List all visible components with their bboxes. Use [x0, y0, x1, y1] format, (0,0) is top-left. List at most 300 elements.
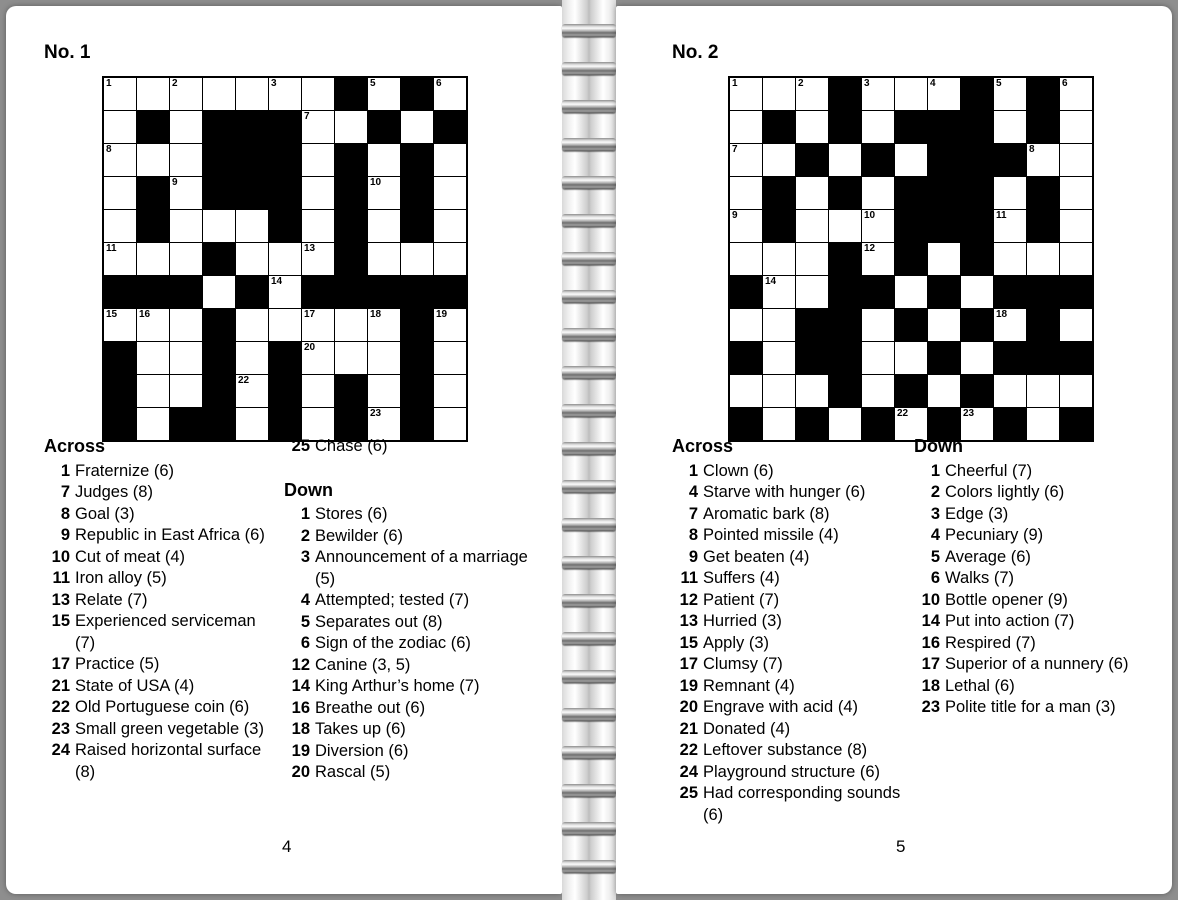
clue-text: Separates out (8) — [315, 612, 443, 631]
grid-cell[interactable] — [302, 243, 334, 275]
grid-cell[interactable] — [928, 375, 960, 407]
grid-block — [269, 210, 301, 242]
spiral-ring — [562, 24, 616, 37]
cell-number: 20 — [304, 342, 316, 353]
grid-cell[interactable] — [170, 111, 202, 143]
crossword-grid-left[interactable] — [102, 76, 468, 442]
grid-block — [928, 177, 960, 209]
clue-item — [44, 697, 274, 719]
grid-cell[interactable] — [1060, 309, 1092, 341]
grid-cell[interactable] — [796, 276, 828, 308]
grid-cell[interactable] — [104, 210, 136, 242]
cell-number: 18 — [996, 309, 1008, 320]
left-down-column — [284, 436, 534, 784]
grid-block — [829, 276, 861, 308]
clue-text: Put into action (7) — [945, 612, 1075, 630]
clue-text: Hurried (3) — [703, 612, 782, 630]
grid-cell[interactable] — [434, 309, 466, 341]
clue-number: 12 — [679, 590, 698, 609]
grid-block — [137, 210, 169, 242]
grid-block — [961, 111, 993, 143]
grid-cell[interactable] — [137, 309, 169, 341]
grid-cell[interactable] — [994, 111, 1026, 143]
spiral-ring — [562, 328, 616, 341]
grid-cell[interactable] — [236, 78, 268, 110]
clue-item — [672, 654, 912, 676]
grid-cell[interactable] — [862, 342, 894, 374]
grid-cell[interactable] — [170, 210, 202, 242]
grid-cell[interactable] — [796, 243, 828, 275]
grid-cell[interactable] — [730, 144, 762, 176]
grid-cell[interactable] — [862, 78, 894, 110]
spiral-ring — [562, 404, 616, 417]
grid-block — [335, 375, 367, 407]
grid-cell[interactable] — [862, 243, 894, 275]
grid-cell[interactable] — [1060, 111, 1092, 143]
clue-text: Experienced serviceman (7) — [75, 612, 256, 652]
grid-block — [269, 177, 301, 209]
left-puzzle-title: No. 1 — [44, 42, 91, 63]
clue-number: 20 — [291, 763, 310, 781]
clue-item — [284, 590, 534, 612]
grid-block — [335, 243, 367, 275]
clue-text: Donated (4) — [703, 719, 791, 738]
grid-cell[interactable] — [269, 78, 301, 110]
grid-block — [763, 210, 795, 242]
clue-item — [914, 676, 1164, 698]
grid-cell[interactable] — [401, 111, 433, 143]
clue-number: 17 — [51, 655, 70, 673]
grid-cell[interactable] — [401, 243, 433, 275]
cell-number: 10 — [864, 210, 876, 221]
clue-text: Old Portuguese coin (6) — [75, 698, 250, 716]
clue-item — [672, 568, 912, 590]
grid-block — [104, 276, 136, 308]
clue-text: Attempted; tested (7) — [315, 591, 470, 609]
grid-block — [1060, 276, 1092, 308]
grid-cell[interactable] — [434, 177, 466, 209]
clue-number: 7 — [688, 504, 698, 523]
spiral-ring — [562, 214, 616, 227]
grid-cell[interactable] — [829, 210, 861, 242]
grid-cell[interactable] — [1060, 177, 1092, 209]
clue-number: 18 — [921, 676, 940, 695]
spiral-ring — [562, 252, 616, 265]
grid-cell[interactable] — [1027, 375, 1059, 407]
grid-cell[interactable] — [236, 210, 268, 242]
grid-block — [203, 375, 235, 407]
grid-block — [763, 177, 795, 209]
clue-text: Aromatic bark (8) — [703, 504, 830, 523]
cell-number: 11 — [106, 243, 117, 254]
grid-cell[interactable] — [203, 210, 235, 242]
clue-text: Get beaten (4) — [703, 547, 810, 566]
clue-item — [284, 676, 534, 698]
grid-block — [137, 177, 169, 209]
grid-cell[interactable] — [170, 243, 202, 275]
grid-cell[interactable] — [895, 144, 927, 176]
cell-number: 4 — [930, 78, 936, 89]
grid-cell[interactable] — [368, 309, 400, 341]
grid-cell[interactable] — [1060, 78, 1092, 110]
grid-cell[interactable] — [961, 342, 993, 374]
grid-cell[interactable] — [170, 144, 202, 176]
grid-cell[interactable] — [730, 309, 762, 341]
grid-cell[interactable] — [730, 111, 762, 143]
grid-block — [829, 111, 861, 143]
grid-cell[interactable] — [928, 243, 960, 275]
grid-cell[interactable] — [928, 309, 960, 341]
grid-block — [1027, 210, 1059, 242]
clue-item — [44, 525, 274, 547]
across-heading-right: Across — [672, 436, 734, 456]
clue-text: Judges (8) — [75, 483, 153, 501]
clue-item — [44, 611, 274, 654]
grid-cell[interactable] — [730, 78, 762, 110]
spiral-ring — [562, 518, 616, 531]
grid-block — [236, 177, 268, 209]
grid-cell[interactable] — [763, 342, 795, 374]
grid-cell[interactable] — [203, 78, 235, 110]
grid-cell[interactable] — [763, 309, 795, 341]
clue-number: 13 — [51, 590, 70, 609]
grid-cell[interactable] — [994, 309, 1026, 341]
grid-cell[interactable] — [170, 78, 202, 110]
clue-text: Superior of a nunnery (6) — [945, 655, 1129, 673]
grid-cell[interactable] — [236, 375, 268, 407]
clue-item — [672, 697, 912, 719]
clue-text: Colors lightly (6) — [945, 483, 1065, 501]
grid-cell[interactable] — [137, 78, 169, 110]
grid-cell[interactable] — [302, 177, 334, 209]
grid-cell[interactable] — [763, 276, 795, 308]
grid-cell[interactable] — [170, 375, 202, 407]
column-spacer — [284, 458, 534, 480]
across-clue-list-left — [44, 461, 274, 784]
clue-item — [284, 633, 534, 655]
grid-block — [236, 111, 268, 143]
clue-number: 21 — [51, 676, 70, 695]
spiral-ring — [562, 480, 616, 493]
grid-block — [829, 177, 861, 209]
grid-cell[interactable] — [994, 210, 1026, 242]
grid-cell[interactable] — [1060, 210, 1092, 242]
grid-block — [1027, 177, 1059, 209]
grid-cell[interactable] — [302, 111, 334, 143]
clue-number: 4 — [300, 591, 310, 609]
grid-cell[interactable] — [763, 144, 795, 176]
clue-text: Walks (7) — [945, 569, 1015, 587]
clue-number: 1 — [688, 461, 698, 480]
clue-text: Cut of meat (4) — [75, 547, 186, 566]
grid-cell[interactable] — [137, 342, 169, 374]
grid-cell[interactable] — [796, 177, 828, 209]
grid-cell[interactable] — [368, 78, 400, 110]
grid-cell[interactable] — [335, 111, 367, 143]
grid-block — [1060, 342, 1092, 374]
grid-cell[interactable] — [368, 210, 400, 242]
spiral-ring — [562, 62, 616, 75]
grid-cell[interactable] — [796, 375, 828, 407]
clue-number: 9 — [60, 526, 70, 544]
clue-item — [284, 526, 534, 548]
clue-item — [914, 547, 1164, 569]
grid-cell[interactable] — [862, 210, 894, 242]
cell-number: 22 — [238, 375, 250, 386]
clue-item — [284, 762, 534, 784]
clue-text: Edge (3) — [945, 504, 1009, 523]
clue-number: 6 — [300, 634, 310, 652]
grid-block — [335, 276, 367, 308]
page-number-right: 5 — [896, 837, 906, 856]
grid-cell[interactable] — [1060, 375, 1092, 407]
clue-number: 3 — [300, 548, 310, 566]
grid-cell[interactable] — [763, 78, 795, 110]
grid-block — [829, 243, 861, 275]
grid-cell[interactable] — [1060, 243, 1092, 275]
grid-block — [1027, 78, 1059, 110]
clue-item — [672, 482, 912, 504]
grid-block — [895, 309, 927, 341]
grid-block — [829, 309, 861, 341]
grid-cell[interactable] — [895, 78, 927, 110]
grid-cell[interactable] — [994, 78, 1026, 110]
grid-cell[interactable] — [434, 144, 466, 176]
spiral-ring — [562, 860, 616, 873]
grid-cell[interactable] — [368, 144, 400, 176]
grid-cell[interactable] — [104, 111, 136, 143]
grid-block — [203, 243, 235, 275]
clue-number: 3 — [930, 504, 940, 523]
grid-cell[interactable] — [170, 342, 202, 374]
clue-text: Polite title for a man (3) — [945, 698, 1116, 716]
grid-cell[interactable] — [104, 177, 136, 209]
cell-number: 1 — [106, 78, 112, 89]
grid-cell[interactable] — [928, 78, 960, 110]
grid-cell[interactable] — [434, 243, 466, 275]
grid-block — [1027, 276, 1059, 308]
grid-cell[interactable] — [269, 309, 301, 341]
grid-cell[interactable] — [302, 78, 334, 110]
grid-cell[interactable] — [763, 243, 795, 275]
clue-text: Playground structure (6) — [703, 762, 880, 781]
grid-cell[interactable] — [994, 243, 1026, 275]
clue-text: Lethal (6) — [945, 676, 1015, 695]
grid-cell[interactable] — [104, 78, 136, 110]
clue-item — [284, 741, 534, 763]
spiral-ring — [562, 176, 616, 189]
cell-number: 6 — [1062, 78, 1068, 89]
clue-text: Chase (6) — [315, 437, 388, 455]
grid-cell[interactable] — [730, 210, 762, 242]
clue-number: 17 — [679, 655, 698, 673]
grid-cell[interactable] — [137, 144, 169, 176]
grid-cell[interactable] — [236, 342, 268, 374]
clue-item — [44, 568, 274, 590]
grid-block — [335, 144, 367, 176]
grid-cell[interactable] — [994, 177, 1026, 209]
grid-cell[interactable] — [862, 375, 894, 407]
grid-block — [401, 276, 433, 308]
crossword-grid-right[interactable] — [728, 76, 1094, 442]
clue-text: Cheerful (7) — [945, 461, 1033, 480]
clue-item — [672, 504, 912, 526]
left-page — [6, 6, 562, 894]
grid-cell[interactable] — [203, 276, 235, 308]
clue-item — [914, 633, 1164, 655]
clue-number: 9 — [688, 547, 698, 566]
grid-cell[interactable] — [730, 177, 762, 209]
grid-block — [269, 375, 301, 407]
grid-block — [401, 177, 433, 209]
grid-cell[interactable] — [302, 342, 334, 374]
grid-cell[interactable] — [1027, 243, 1059, 275]
grid-cell[interactable] — [796, 210, 828, 242]
cell-number: 8 — [106, 144, 112, 155]
clue-item — [672, 590, 912, 612]
grid-cell[interactable] — [368, 342, 400, 374]
grid-cell[interactable] — [1027, 144, 1059, 176]
grid-cell[interactable] — [137, 375, 169, 407]
clue-number: 22 — [679, 741, 698, 759]
clue-number: 25 — [679, 784, 698, 802]
clue-number: 15 — [51, 612, 70, 630]
clue-text: Announcement of a marriage (5) — [315, 548, 528, 588]
grid-cell[interactable] — [730, 243, 762, 275]
grid-cell[interactable] — [862, 309, 894, 341]
grid-cell[interactable] — [236, 309, 268, 341]
clue-number: 16 — [291, 698, 310, 717]
grid-cell[interactable] — [368, 375, 400, 407]
grid-cell[interactable] — [170, 309, 202, 341]
clue-item — [672, 525, 912, 547]
grid-cell[interactable] — [895, 342, 927, 374]
clue-text: Pecuniary (9) — [945, 526, 1044, 544]
grid-cell[interactable] — [269, 243, 301, 275]
grid-cell[interactable] — [994, 375, 1026, 407]
grid-cell[interactable] — [302, 210, 334, 242]
grid-cell[interactable] — [302, 309, 334, 341]
clue-text: Remnant (4) — [703, 676, 795, 695]
grid-cell[interactable] — [236, 243, 268, 275]
clue-item — [44, 719, 274, 741]
clue-item — [672, 719, 912, 741]
clue-text: Had corresponding sounds (6) — [703, 784, 901, 824]
clue-number: 12 — [291, 655, 310, 674]
cell-number: 11 — [996, 210, 1007, 221]
grid-block — [1027, 342, 1059, 374]
grid-cell[interactable] — [434, 342, 466, 374]
grid-cell[interactable] — [434, 78, 466, 110]
clue-number: 2 — [930, 483, 940, 501]
grid-cell[interactable] — [763, 375, 795, 407]
clue-number: 10 — [921, 590, 940, 609]
right-page — [616, 6, 1172, 894]
grid-cell[interactable] — [302, 375, 334, 407]
grid-block — [796, 309, 828, 341]
clue-item — [914, 590, 1164, 612]
spiral-ring — [562, 746, 616, 759]
grid-cell[interactable] — [829, 144, 861, 176]
grid-cell[interactable] — [796, 111, 828, 143]
grid-cell[interactable] — [302, 144, 334, 176]
grid-block — [269, 342, 301, 374]
grid-block — [961, 210, 993, 242]
cell-number: 2 — [172, 78, 178, 89]
grid-cell[interactable] — [170, 177, 202, 209]
grid-cell[interactable] — [335, 342, 367, 374]
cell-number: 13 — [304, 243, 316, 254]
grid-block — [829, 78, 861, 110]
grid-cell[interactable] — [862, 111, 894, 143]
clue-text: Bewilder (6) — [315, 526, 404, 545]
grid-cell[interactable] — [368, 177, 400, 209]
cell-number: 16 — [139, 309, 151, 320]
grid-cell[interactable] — [895, 276, 927, 308]
grid-block — [1027, 309, 1059, 341]
grid-cell[interactable] — [961, 276, 993, 308]
across-clue-list-left-cont — [284, 436, 534, 458]
grid-cell[interactable] — [104, 309, 136, 341]
grid-cell[interactable] — [269, 276, 301, 308]
grid-cell[interactable] — [796, 78, 828, 110]
cell-number: 2 — [798, 78, 804, 89]
clue-text: Breathe out (6) — [315, 698, 426, 717]
grid-block — [961, 375, 993, 407]
clue-item — [44, 740, 274, 783]
clue-number: 23 — [921, 698, 940, 716]
grid-cell[interactable] — [862, 177, 894, 209]
clue-number: 4 — [688, 483, 698, 501]
clue-item — [44, 547, 274, 569]
clue-text: Canine (3, 5) — [315, 655, 411, 674]
clue-text: Goal (3) — [75, 504, 135, 523]
grid-cell[interactable] — [730, 375, 762, 407]
spiral-ring — [562, 784, 616, 797]
grid-cell[interactable] — [434, 375, 466, 407]
clue-number: 6 — [930, 569, 940, 587]
grid-block — [895, 243, 927, 275]
grid-block — [730, 276, 762, 308]
spiral-ring — [562, 594, 616, 607]
cell-number: 6 — [436, 78, 442, 89]
clue-text: Engrave with acid (4) — [703, 698, 858, 716]
right-down-column — [914, 436, 1164, 719]
grid-cell[interactable] — [104, 243, 136, 275]
grid-cell[interactable] — [434, 210, 466, 242]
clue-item — [672, 461, 912, 483]
spiral-ring — [562, 290, 616, 303]
cell-number: 3 — [864, 78, 870, 89]
clue-text: Diversion (6) — [315, 741, 409, 760]
clue-item — [284, 719, 534, 741]
grid-cell[interactable] — [1060, 144, 1092, 176]
clue-number: 2 — [300, 526, 310, 545]
grid-block — [928, 276, 960, 308]
clue-item — [914, 482, 1164, 504]
clue-text: State of USA (4) — [75, 676, 195, 695]
grid-cell[interactable] — [368, 243, 400, 275]
spiral-ring — [562, 708, 616, 721]
grid-cell[interactable] — [137, 243, 169, 275]
clue-text: Republic in East Africa (6) — [75, 526, 265, 544]
cell-number: 8 — [1029, 144, 1035, 155]
grid-cell[interactable] — [104, 144, 136, 176]
grid-cell[interactable] — [335, 309, 367, 341]
grid-block — [961, 78, 993, 110]
spiral-ring — [562, 138, 616, 151]
cell-number: 1 — [732, 78, 738, 89]
